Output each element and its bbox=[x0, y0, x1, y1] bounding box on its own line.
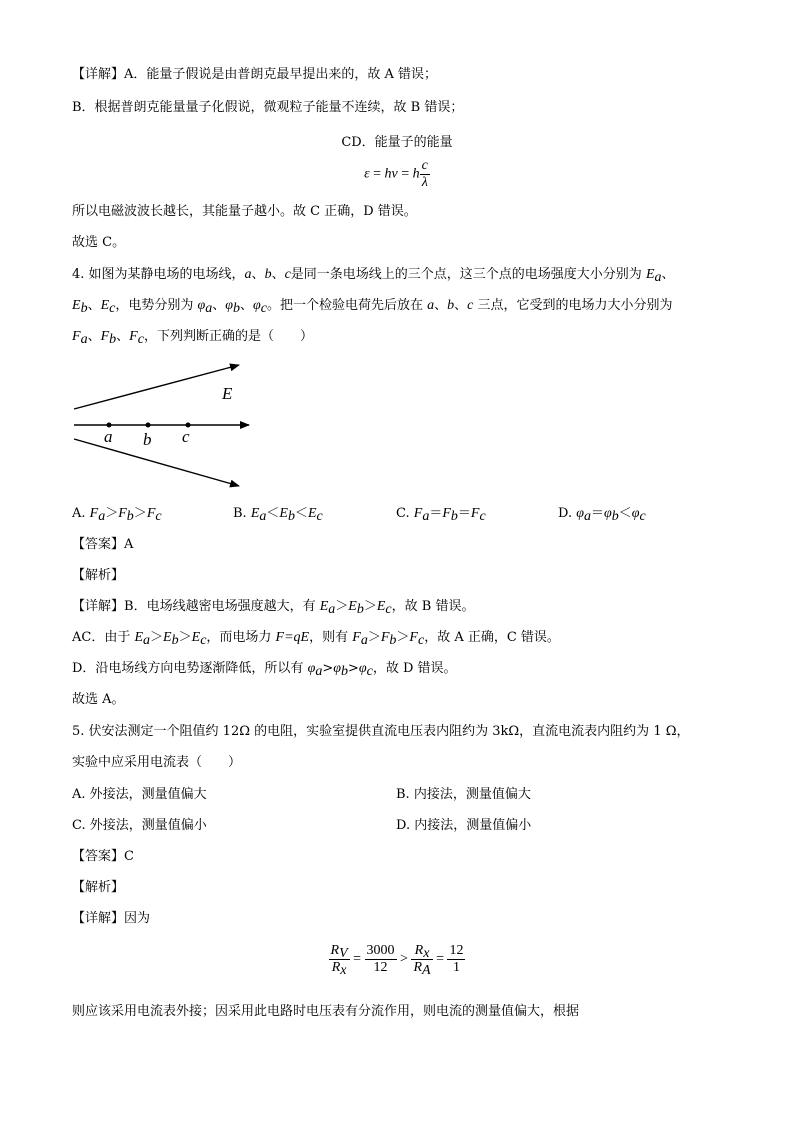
q3-conclusion: 故选 C。 bbox=[72, 235, 126, 250]
electric-field-diagram bbox=[60, 355, 260, 500]
q4-stem-line-1: 4. 如图为某静电场的电场线，a、b、c是同一条电场线上的三个点，这三个点的电场强度大小分别为 $E_a$、 bbox=[72, 267, 675, 285]
q3-detail-line-1: 【详解】A．能量子假说是由普朗克最早提出来的，故 A 错误； bbox=[72, 67, 438, 82]
q3-energy-formula: ε = hν = h $\frac{c}{\lambda}$ bbox=[364, 158, 428, 190]
q4-option-B[interactable]: B. $E_a<E_b<E_c$ bbox=[233, 506, 323, 524]
point-c-label: c bbox=[182, 427, 190, 446]
q4-option-A[interactable]: A. $F_a>F_b>F_c$ bbox=[72, 506, 162, 524]
lower-field-line bbox=[74, 439, 239, 486]
3000-over-12-fraction: $\frac{3000}{12}$ bbox=[366, 943, 395, 975]
q4-stem-line-3: $F_a$、$F_b$、$F_c$，下列判断正确的是（ ） bbox=[72, 329, 313, 347]
point-b-label: b bbox=[143, 430, 152, 449]
q4-conclusion: 故选 A。 bbox=[72, 692, 125, 707]
detail-bracket: 【详解】 bbox=[72, 67, 125, 82]
q5-option-C[interactable]: C. 外接法，测量值偏小 bbox=[72, 818, 207, 833]
q4-detail-line-2: AC．由于 $E_a>E_b>E_c$，而电场力 F=qE，则有 $F_a>F_b>F_c$，故 A 正确，C 错误。 bbox=[72, 630, 560, 648]
q4-option-D[interactable]: D. $\varphi_a=\varphi_b<\varphi_c$ bbox=[558, 506, 646, 524]
upper-field-line bbox=[74, 365, 239, 409]
q3-detail-line-2: B．根据普朗克能量量子化假说，微观粒子能量不连续，故 B 错误； bbox=[72, 100, 464, 115]
point-a-label: a bbox=[104, 427, 113, 446]
q5-option-D[interactable]: D. 内接法，测量值偏小 bbox=[396, 818, 532, 833]
q3-detail-line-3: CD．能量子的能量 bbox=[341, 135, 453, 150]
rx-over-ra-fraction: $\frac{R_x}{R_A}$ bbox=[413, 943, 431, 978]
q4-detail-line-1: 【详解】B．电场线越密电场强度越大，有 $E_a>E_b>E_c$，故 B 错误。 bbox=[72, 599, 475, 617]
q5-option-A[interactable]: A. 外接法，测量值偏大 bbox=[72, 787, 207, 802]
q4-option-C[interactable]: C. $F_a=F_b=F_c$ bbox=[396, 506, 486, 524]
12-over-1-fraction: $\frac{12}{1}$ bbox=[449, 943, 464, 975]
point-b-dot bbox=[146, 423, 151, 428]
q4-stem-line-2: $E_b$、$E_c$，电势分别为 $\varphi_a$、$\varphi_b$、$\varphi_c$。把一个检验电荷先后放在 a、b、c 三点，它受到的电场力大小分别为 bbox=[72, 298, 673, 316]
rv-over-rx-fraction: $\frac{R_V}{R_x}$ bbox=[330, 943, 348, 978]
q4-analysis-heading: 【解析】 bbox=[72, 568, 125, 583]
q5-stem-line-2: 实验中应采用电流表（ ） bbox=[72, 755, 242, 770]
q4-answer: 【答案】A bbox=[72, 537, 134, 552]
q5-resistance-ratio-formula: $\frac{R_V}{R_x}$ = $\frac{3000}{12}$ > $\frac{R_x}{R_A}$ = $\frac{12}{1}$ bbox=[330, 943, 464, 978]
field-label-E: E bbox=[222, 384, 233, 403]
q5-analysis-heading: 【解析】 bbox=[72, 880, 125, 895]
q5-option-B[interactable]: B. 内接法，测量值偏大 bbox=[396, 787, 531, 802]
q5-detail-line-1: 【详解】因为 bbox=[72, 911, 151, 926]
q4-detail-line-3: D．沿电场线方向电势逐渐降低，所以有 $\varphi_a>\varphi_b>\varphi_c$，故 D 错误。 bbox=[72, 661, 457, 679]
c-over-lambda-fraction: $\frac{c}{\lambda}$ bbox=[421, 158, 428, 190]
q5-answer: 【答案】C bbox=[72, 849, 134, 864]
q3-detail-line-4: 所以电磁波波长越长，其能量子越小。故 C 正确，D 错误。 bbox=[72, 204, 417, 219]
q5-detail-line-2: 则应该采用电流表外接；因采用此电路时电压表有分流作用，则电流的测量值偏大，根据 bbox=[72, 1004, 580, 1019]
q5-stem-line-1: 5. 伏安法测定一个阻值约 12Ω 的电阻，实验室提供直流电压表内阻约为 3kΩ，直流电流表内阻约为 1 Ω， bbox=[72, 724, 690, 739]
